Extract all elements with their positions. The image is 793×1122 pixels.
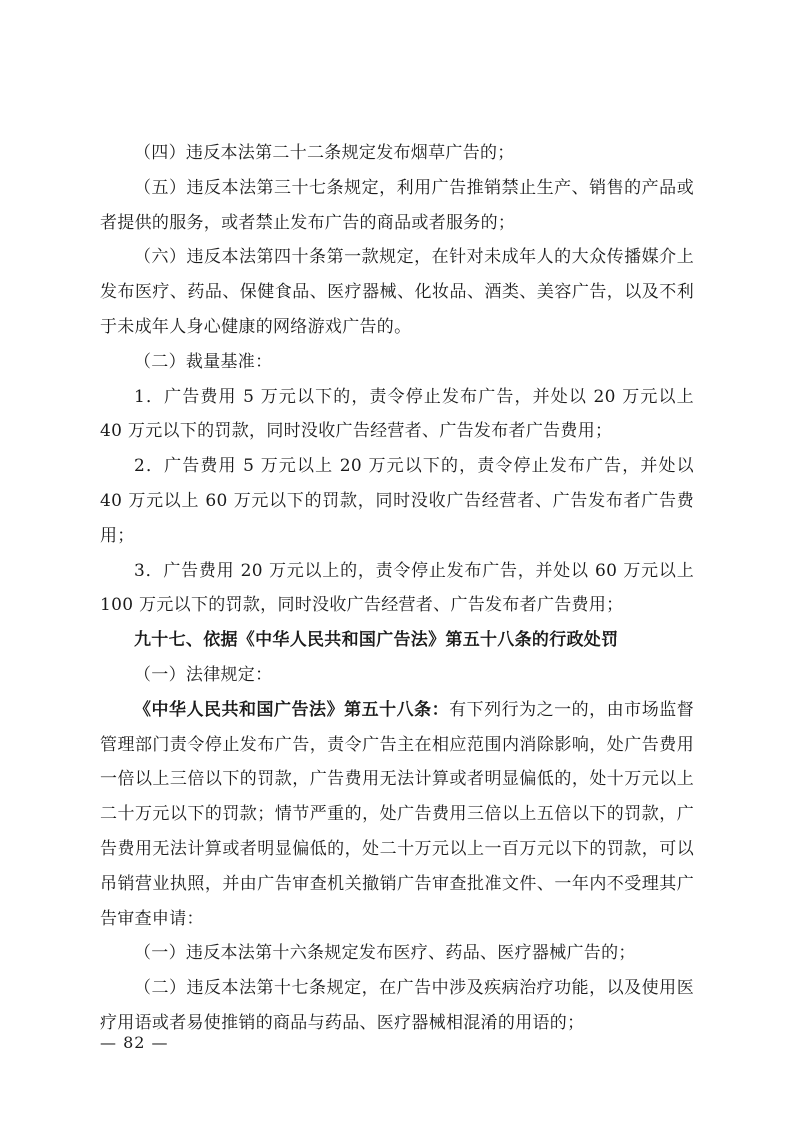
page-number: — 82 — bbox=[100, 1033, 169, 1052]
standard-item-3: 3．广告费用 20 万元以上的，责令停止发布广告，并处以 60 万元以上 100 万元以下的罚款，同时没收广告经营者、广告发布者广告费用； bbox=[100, 560, 694, 616]
violation-item-1: （一）违反本法第十六条规定发布医疗、药品、医疗器械广告的； bbox=[134, 943, 636, 964]
subheading-discretion-standard: （二）裁量基准： bbox=[134, 351, 273, 372]
violation-item-2: （二）违反本法第十七条规定，在广告中涉及疾病治疗功能，以及使用医疗用语或者易使推销的商品与药品、医疗器械相混淆的用语的； bbox=[100, 978, 694, 1033]
standard-item-2: 2．广告费用 5 万元以上 20 万元以下的，责令停止发布广告，并处以 40 万元以上 60 万元以下的罚款，同时没收广告经营者、广告发布者广告费用； bbox=[100, 456, 694, 546]
paragraph-item-6: （六）违反本法第四十条第一款规定，在针对未成年人的大众传播媒介上发布医疗、药品、保健食品、医疗器械、化妆品、酒类、美容广告，以及不利于未成年人身心健康的网络游戏广告的。 bbox=[100, 247, 694, 337]
article-58-title: 《中华人民共和国广告法》第五十八条： bbox=[134, 699, 450, 720]
paragraph-item-4: （四）违反本法第二十二条规定发布烟草广告的； bbox=[134, 143, 515, 163]
article-58-body: 有下列行为之一的，由市场监督管理部门责令停止发布广告，责令广告主在相应范围内消除影响，处广告费用一倍以上三倍以下的罚款，广告费用无法计算或者明显偏低的，处十万元以上二十万元以下的罚款；情节严重的，处广告费用三倍以上五倍以下的罚款，广告费用无法计算或者明显偏低的，处二十万元以上一百万元以下的罚款，可以吊销营业执照，并由广告审查机关撤销广告审查批准文件、一年内不受理其广告审查申请： bbox=[100, 699, 695, 929]
paragraph-item-5: （五）违反本法第三十七条规定，利用广告推销禁止生产、销售的产品或者提供的服务，或者禁止发布广告的商品或者服务的； bbox=[100, 177, 694, 233]
section-heading-97: 九十七、依据《中华人民共和国广告法》第五十八条的行政处罚 bbox=[134, 630, 619, 651]
standard-item-1: 1．广告费用 5 万元以下的，责令停止发布广告，并处以 20 万元以上 40 万元以下的罚款，同时没收广告经营者、广告发布者广告费用； bbox=[100, 386, 694, 442]
subheading-legal-provision: （一）法律规定： bbox=[134, 664, 273, 685]
document-body bbox=[100, 136, 694, 1041]
article-58-paragraph bbox=[100, 693, 694, 937]
